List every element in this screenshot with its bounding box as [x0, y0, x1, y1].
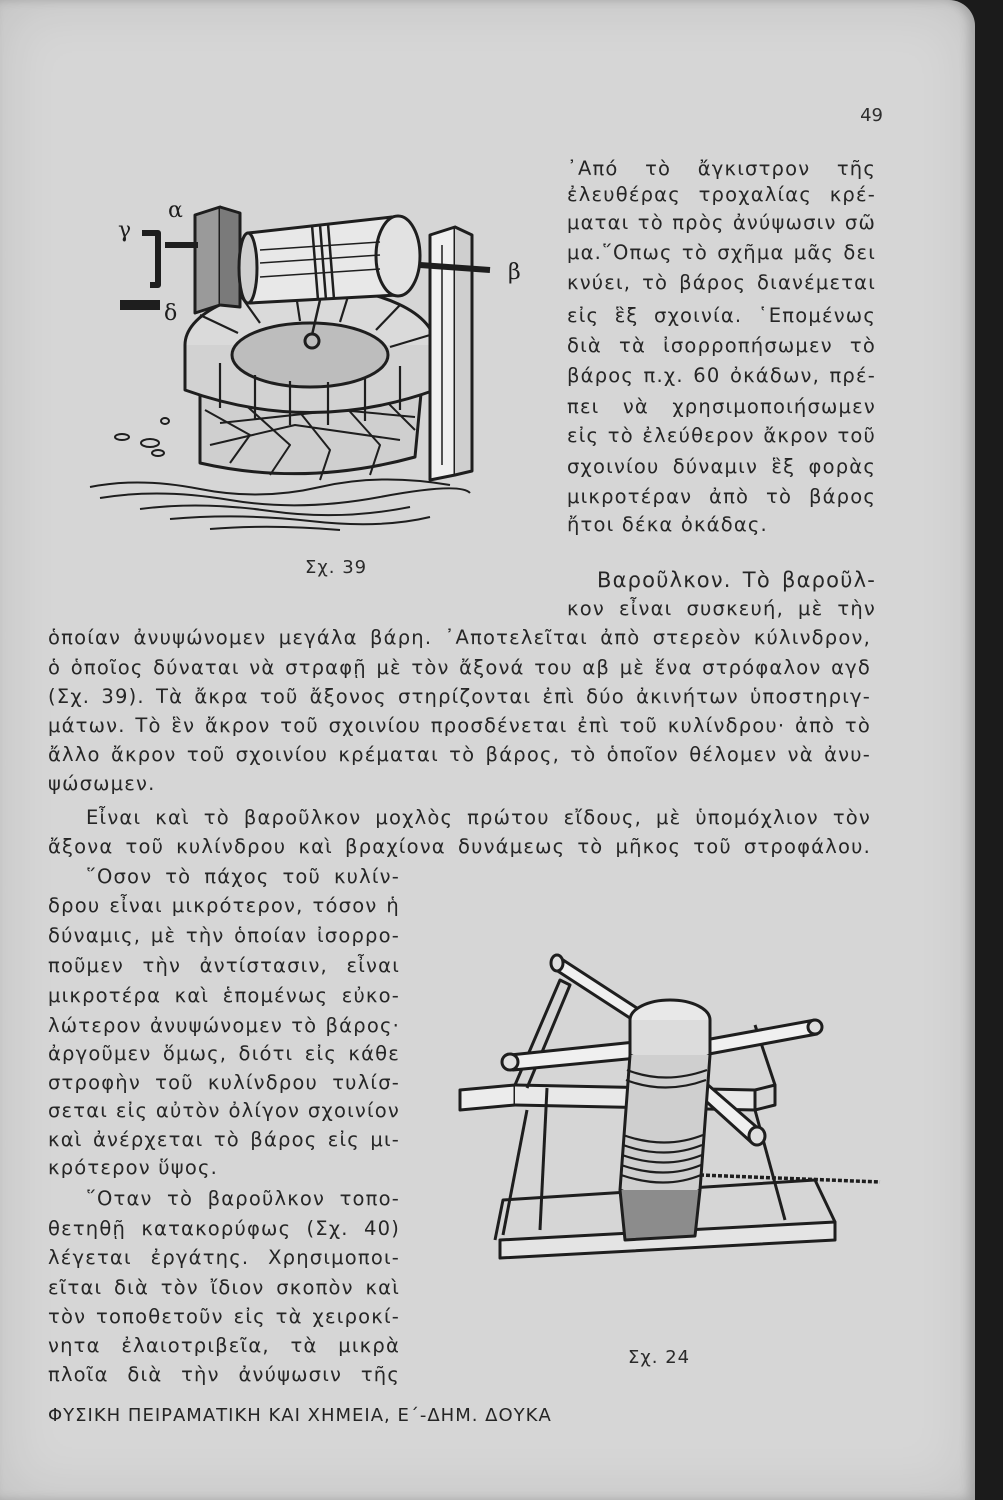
- text-line: μαται τὸ πρὸς ἀνύψωσιν σῶ: [567, 211, 876, 234]
- text-line: Εἶναι καὶ τὸ βαροῦλκον μοχλὸς πρώτου εἴδους, μὲ ὑπομόχλιον τὸν: [86, 806, 871, 829]
- text-line: ἄλλο ἄκρον τοῦ σχοινίου κρέμαται τὸ βάρος, τὸ ὁποῖον θέλομεν νὰ ἀνυ-: [48, 743, 871, 766]
- figure-24-caption: Σχ. 24: [628, 1347, 691, 1368]
- figure-39-caption: Σχ. 39: [305, 557, 368, 578]
- label-beta: β: [508, 260, 521, 285]
- text-line: μικροτέρα καὶ ἑπομένως εὐκο-: [48, 984, 400, 1007]
- text-line: σχοινίου δύναμιν ἓξ φορὰς: [567, 455, 876, 478]
- text-line: ἤτοι δέκα ὀκάδας.: [567, 513, 768, 536]
- text-line: ᾿Από τὸ ἄγκιστρον τῆς: [567, 157, 876, 180]
- text-line: σεται εἰς αὐτὸν ὀλίγον σχοινίον: [48, 1099, 400, 1122]
- text-line: καὶ ἀνέρχεται τὸ βάρος εἰς μι-: [48, 1128, 400, 1151]
- text-line: ὁποίαν ἀνυψώνομεν μεγάλα βάρη. ᾿Αποτελεῖται ἀπὸ στερεὸν κύλινδρον,: [48, 626, 871, 649]
- text-line: μικροτέραν ἀπὸ τὸ βάρος: [567, 485, 876, 508]
- text-line: δρου εἶναι μικρότερον, τόσον ἡ: [48, 894, 400, 917]
- text-line: πει νὰ χρησιμοποιήσωμεν: [567, 395, 876, 418]
- text-line: εῖται διὰ τὸν ἴδιον σκοπὸν καὶ: [48, 1276, 400, 1299]
- text-line: κρότερον ὕψος.: [48, 1156, 219, 1179]
- text-line: στροφὴν τοῦ κυλίνδρου τυλίσ-: [48, 1071, 400, 1094]
- text-line: ῞Οταν τὸ βαροῦλκον τοπο-: [86, 1187, 400, 1210]
- windlass-well-illustration: [80, 195, 540, 540]
- text-line: κον εἶναι συσκευή, μὲ τὴν: [567, 597, 876, 620]
- text-line: βάρος π.χ. 60 ὀκάδων, πρέ-: [567, 364, 876, 387]
- page-footer: ΦΥΣΙΚΗ ΠΕΙΡΑΜΑΤΙΚΗ ΚΑΙ ΧΗΜΕΙΑ, Ε΄-ΔΗΜ. ΔΟΥΚΑ: [48, 1405, 552, 1426]
- text-line: κνύει, τὸ βάρος διανέμεται: [567, 271, 876, 294]
- text-line: ῞Οσον τὸ πάχος τοῦ κυλίν-: [86, 865, 400, 888]
- text-line: ψώσωμεν.: [48, 772, 156, 795]
- capstan-illustration: [455, 940, 885, 1280]
- text-line: τὸν τοποθετοῦν εἰς τὰ χειροκί-: [48, 1305, 400, 1328]
- text-line: ποῦμεν τὴν ἀντίστασιν, εἶναι: [48, 954, 400, 977]
- section-heading-line: Βαροῦλκον. Τὸ βαροῦλ-: [597, 568, 876, 592]
- text-line: διὰ τὰ ἰσορροπήσωμεν τὸ: [567, 334, 876, 357]
- text-line: λώτερον ἀνυψώνομεν τὸ βάρος·: [48, 1014, 400, 1037]
- text-line: εἰς τὸ ἐλεύθερον ἄκρον τοῦ: [567, 424, 876, 447]
- text-line: ἐλευθέρας τροχαλίας κρέ-: [567, 183, 876, 206]
- text-line: μα.῞Οπως τὸ σχῆμα μᾶς δει: [567, 241, 876, 264]
- text-line: μάτων. Τὸ ἓν ἄκρον τοῦ σχοινίου προσδένεται ἐπὶ τοῦ κυλίνδρου· ἀπὸ τὸ: [48, 714, 871, 737]
- text-line: δύναμις, μὲ τὴν ὁποίαν ἰσορρο-: [48, 924, 400, 947]
- label-gamma: γ: [118, 218, 132, 243]
- text-line: ὁ ὁποῖος δύναται νὰ στραφῇ μὲ τὸν ἄξονά του αβ μὲ ἕνα στρόφαλον αγδ: [48, 656, 871, 679]
- text-line: θετηθῇ κατακορύφως (Σχ. 40): [48, 1217, 400, 1240]
- text-line: ἀργοῦμεν ὅμως, διότι εἰς κάθε: [48, 1042, 400, 1065]
- page-number: 49: [860, 105, 883, 126]
- text-line: ἄξονα τοῦ κυλίνδρου καὶ βραχίονα δυνάμεως τὸ μῆκος τοῦ στροφάλου.: [48, 835, 871, 858]
- text-line: πλοῖα διὰ τὴν ἀνύψωσιν τῆς: [48, 1363, 400, 1386]
- label-alpha: α: [168, 198, 183, 223]
- label-delta: δ: [164, 301, 178, 326]
- text-line: νητα ἐλαιοτριβεῖα, τὰ μικρὰ: [48, 1334, 400, 1357]
- text-line: (Σχ. 39). Τὰ ἄκρα τοῦ ἄξονος στηρίζονται ἐπὶ δύο ἀκινήτων ὑποστηριγ-: [48, 685, 871, 708]
- text-line: λέγεται ἐργάτης. Χρησιμοποι-: [48, 1246, 400, 1269]
- text-line: εἰς ἓξ σχοινία. ῾Επομένως: [567, 304, 876, 327]
